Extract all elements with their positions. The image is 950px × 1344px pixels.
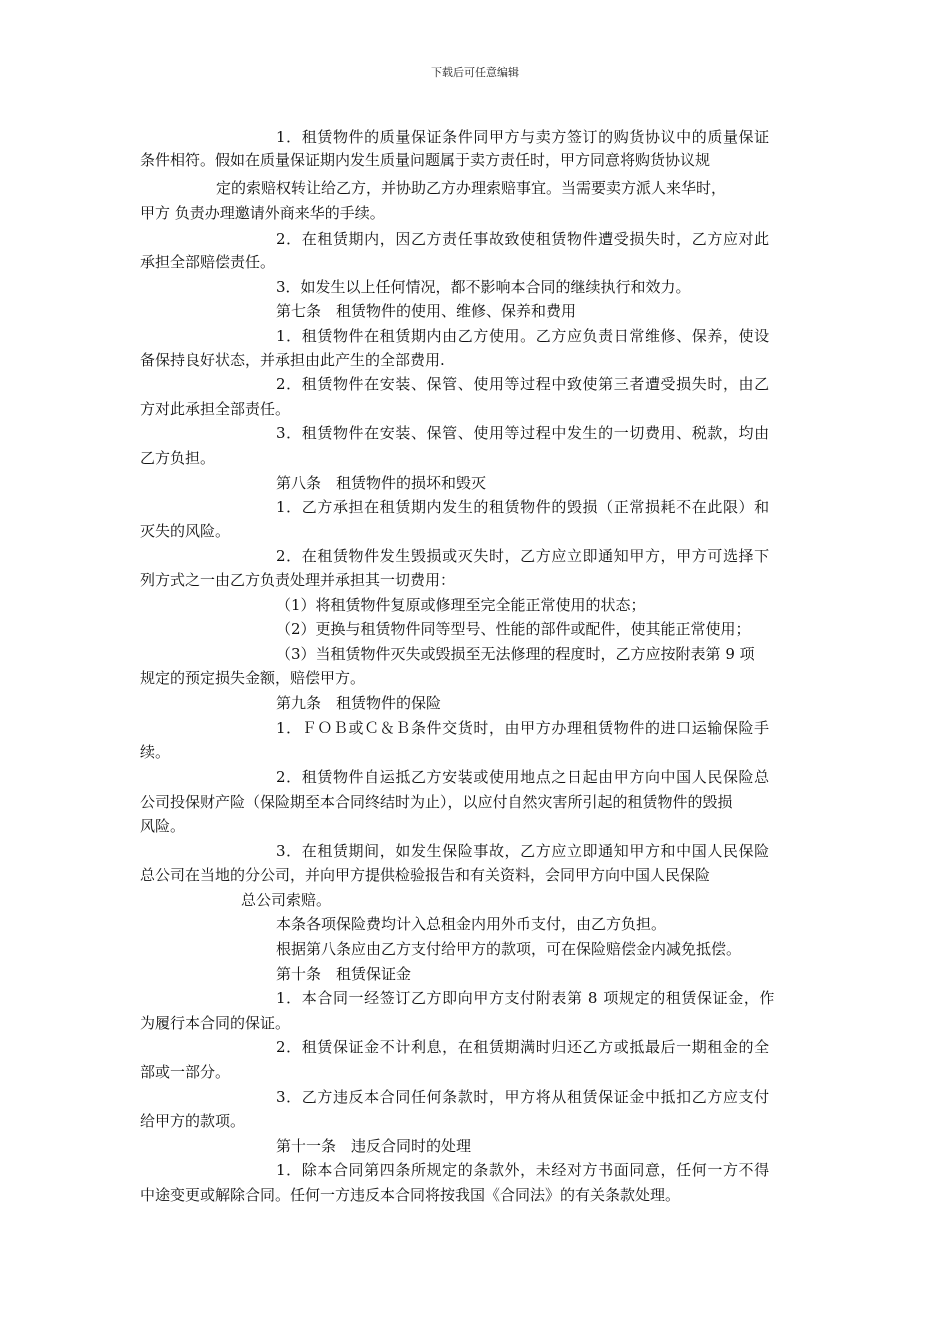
paragraph-line: 甲方 负责办理邀请外商来华的手续。 bbox=[140, 204, 385, 222]
article-heading: 第十条 租赁保证金 bbox=[276, 965, 412, 983]
paragraph-line: 总公司在当地的分公司，并向甲方提供检验报告和有关资料，会同甲方向中国人民保险 bbox=[140, 866, 711, 884]
paragraph-line: 3．乙方违反本合同任何条款时，甲方将从租赁保证金中抵扣乙方应支付 bbox=[276, 1088, 770, 1106]
paragraph-line: 续。 bbox=[140, 743, 171, 761]
paragraph-line: 2．在租赁期内，因乙方责任事故致使租赁物件遭受损失时，乙方应对此 bbox=[276, 230, 770, 248]
paragraph-line: 定的索赔权转让给乙方，并协助乙方办理索赔事宜。当需要卖方派人来华时， bbox=[216, 179, 727, 197]
paragraph-line: 1．租赁物件在租赁期内由乙方使用。乙方应负责日常维修、保养，使设 bbox=[276, 327, 770, 345]
paragraph-line: 2．租赁保证金不计利息，在租赁期满时归还乙方或抵最后一期租金的全 bbox=[276, 1038, 770, 1056]
article-heading: 第十一条 违反合同时的处理 bbox=[276, 1137, 472, 1155]
paragraph-line: 2．在租赁物件发生毁损或灭失时，乙方应立即通知甲方，甲方可选择下 bbox=[276, 547, 770, 565]
paragraph-line: 灭失的风险。 bbox=[140, 522, 231, 540]
paragraph-line: 1．租赁物件的质量保证条件同甲方与卖方签订的购货协议中的质量保证 bbox=[276, 128, 770, 146]
paragraph-line: 1．本合同一经签订乙方即向甲方支付附表第 8 项规定的租赁保证金，作 bbox=[276, 989, 776, 1007]
paragraph-line: 总公司索赔。 bbox=[241, 891, 332, 909]
paragraph-line: 3．在租赁期间，如发生保险事故，乙方应立即通知甲方和中国人民保险 bbox=[276, 842, 770, 860]
article-heading: 第九条 租赁物件的保险 bbox=[276, 694, 442, 712]
paragraph-line: 条件相符。假如在质量保证期内发生质量问题属于卖方责任时，甲方同意将购货协议规 bbox=[140, 151, 711, 169]
article-heading: 第八条 租赁物件的损坏和毁灭 bbox=[276, 474, 487, 492]
paragraph-line: 给甲方的款项。 bbox=[140, 1112, 246, 1130]
list-item: （2）更换与租赁物件同等型号、性能的部件或配件，使其能正常使用； bbox=[276, 620, 751, 638]
paragraph-line: 备保持良好状态，并承担由此产生的全部费用. bbox=[140, 351, 445, 369]
page-header: 下载后可任意编辑 bbox=[431, 66, 519, 79]
paragraph-line: 风险。 bbox=[140, 817, 186, 835]
paragraph-line: 根据第八条应由乙方支付给甲方的款项，可在保险赔偿金内减免抵偿。 bbox=[276, 940, 742, 958]
paragraph-line: 3．如发生以上任何情况，都不影响本合同的继续执行和效力。 bbox=[276, 278, 691, 296]
list-item: （3）当租赁物件灭失或毁损至无法修理的程度时，乙方应按附表第 9 项 bbox=[276, 645, 755, 663]
paragraph-line: 1．除本合同第四条所规定的条款外，未经对方书面同意，任何一方不得 bbox=[276, 1161, 770, 1179]
paragraph-line: 承担全部赔偿责任。 bbox=[140, 253, 276, 271]
article-heading: 第七条 租赁物件的使用、维修、保养和费用 bbox=[276, 302, 577, 320]
paragraph-line: 2．租赁物件自运抵乙方安装或使用地点之日起由甲方向中国人民保险总 bbox=[276, 768, 770, 786]
paragraph-line: 乙方负担。 bbox=[140, 449, 216, 467]
paragraph-line: 为履行本合同的保证。 bbox=[140, 1014, 291, 1032]
paragraph-line: 公司投保财产险（保险期至本合同终结时为止），以应付自然灾害所引起的租赁物件的毁损 bbox=[140, 793, 733, 811]
paragraph-line: 本条各项保险费均计入总租金内用外币支付，由乙方负担。 bbox=[276, 915, 667, 933]
paragraph-line: 列方式之一由乙方负责处理并承担其一切费用： bbox=[140, 571, 456, 589]
paragraph-line: 中途变更或解除合同。任何一方违反本合同将按我国《合同法》的有关条款处理。 bbox=[140, 1186, 681, 1204]
list-item: （1）将租赁物件复原或修理至完全能正常使用的状态； bbox=[276, 596, 646, 614]
paragraph-line: 2．租赁物件在安装、保管、使用等过程中致使第三者遭受损失时，由乙 bbox=[276, 375, 770, 393]
paragraph-line: 1．ＦＯＢ或Ｃ＆Ｂ条件交货时，由甲方办理租赁物件的进口运输保险手 bbox=[276, 719, 770, 737]
paragraph-line: 1．乙方承担在租赁期内发生的租赁物件的毁损（正常损耗不在此限）和 bbox=[276, 498, 770, 516]
paragraph-line: 规定的预定损失金额，赔偿甲方。 bbox=[140, 669, 366, 687]
paragraph-line: 3．租赁物件在安装、保管、使用等过程中发生的一切费用、税款，均由 bbox=[276, 424, 770, 442]
paragraph-line: 部或一部分。 bbox=[140, 1063, 231, 1081]
paragraph-line: 方对此承担全部责任。 bbox=[140, 400, 291, 418]
